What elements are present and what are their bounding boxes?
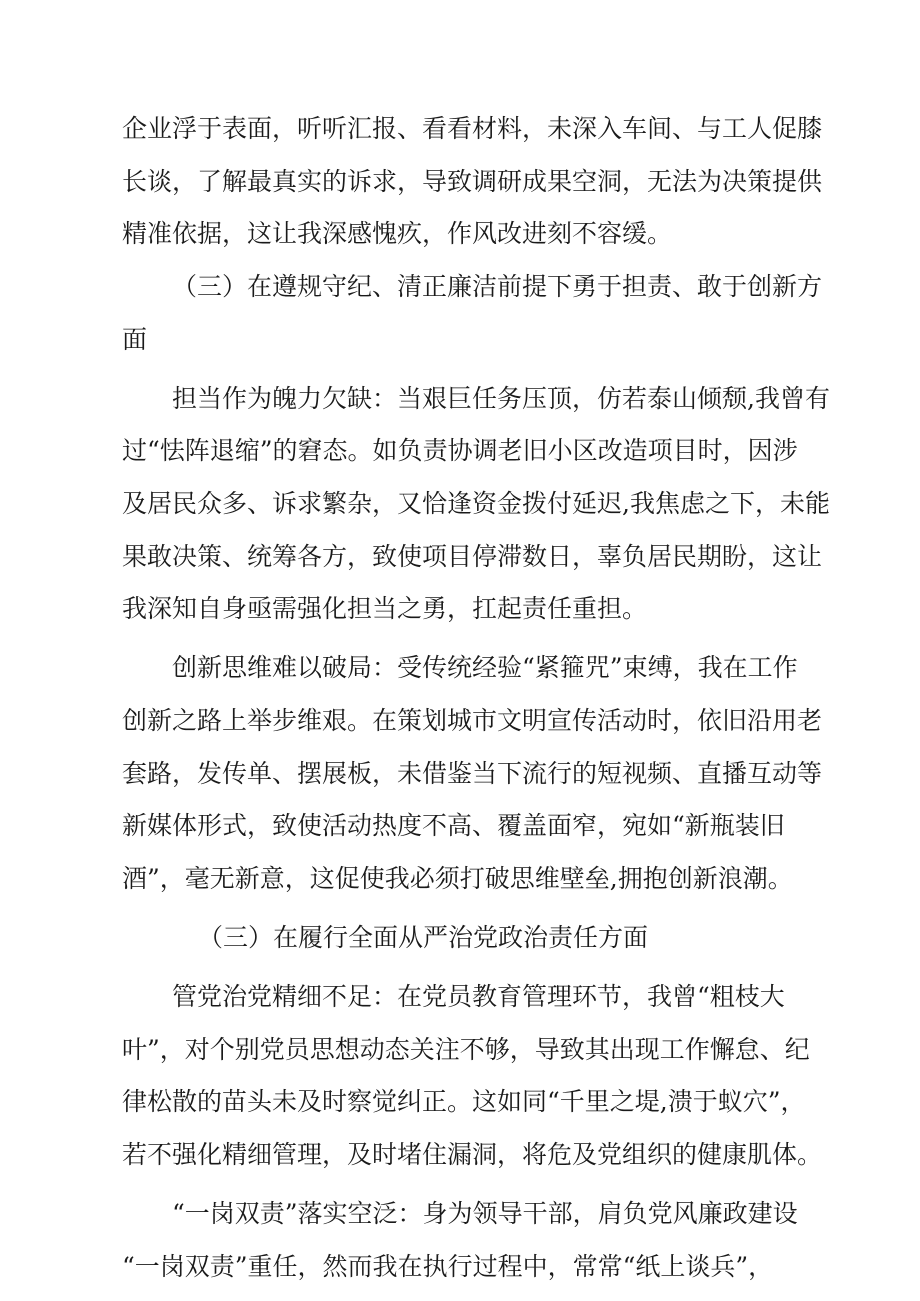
body-text-line: 套路，发传单、摆展板，未借鉴当下流行的短视频、直播互动等	[122, 759, 823, 788]
section-heading-line: （三）在履行全面从严治党政治责任方面	[198, 923, 649, 952]
body-text-line: 过“怯阵退缩”的窘态。如负责协调老旧小区改造项目时，因涉	[122, 436, 798, 465]
body-text-line: 管党治党精细不足：在党员教育管理环节，我曾“粗枝大	[172, 982, 785, 1011]
section-heading-line: （三）在遵规守纪、清正廉洁前提下勇于担责、敢于创新方	[172, 272, 823, 301]
body-text-line: 担当作为魄力欠缺：当艰巨任务压顶，仿若泰山倾颓,我曾有	[172, 384, 830, 413]
body-text-line: 长谈，了解最真实的诉求，导致调研成果空洞，无法为决策提供	[122, 167, 823, 196]
body-text-line: “一岗双责”落实空泛：身为领导干部，肩负党风廉政建设	[172, 1199, 798, 1228]
body-text-line: 我深知自身亟需强化担当之勇，扛起责任重担。	[122, 594, 648, 623]
body-text-line: 及居民众多、诉求繁杂，又恰逢资金拨付延迟,我焦虑之下，未能	[122, 489, 830, 518]
body-text-line: 企业浮于表面，听听汇报、看看材料，未深入车间、与工人促膝	[122, 114, 823, 143]
section-heading-line: 面	[122, 325, 148, 354]
body-text-line: 叶”，对个别党员思想动态关注不够，导致其出现工作懈怠、纪	[122, 1035, 810, 1064]
body-text-line: “一岗双责”重任，然而我在执行过程中，常常“纸上谈兵”，	[122, 1252, 774, 1281]
body-text-line: 果敢决策、统筹各方，致使项目停滞数日，辜负居民期盼，这让	[122, 542, 823, 571]
body-text-line: 新媒体形式，致使活动热度不高、覆盖面窄，宛如“新瓶装旧	[122, 811, 785, 840]
body-text-line: 若不强化精细管理，及时堵住漏洞，将危及党组织的健康肌体。	[122, 1140, 823, 1169]
body-text-line: 创新之路上举步维艰。在策划城市文明宣传活动时，依旧沿用老	[122, 706, 823, 735]
body-text-line: 创新思维难以破局：受传统经验“紧箍咒”束缚，我在工作	[172, 653, 798, 682]
body-text-line: 酒”，毫无新意，这促使我必须打破思维壁垒,拥抱创新浪潮。	[122, 864, 793, 893]
body-text-line: 律松散的苗头未及时察觉纠正。这如同“千里之堤,溃于蚁穴”，	[122, 1087, 806, 1116]
body-text-line: 精准依据，这让我深感愧疚，作风改进刻不容缓。	[122, 219, 673, 248]
